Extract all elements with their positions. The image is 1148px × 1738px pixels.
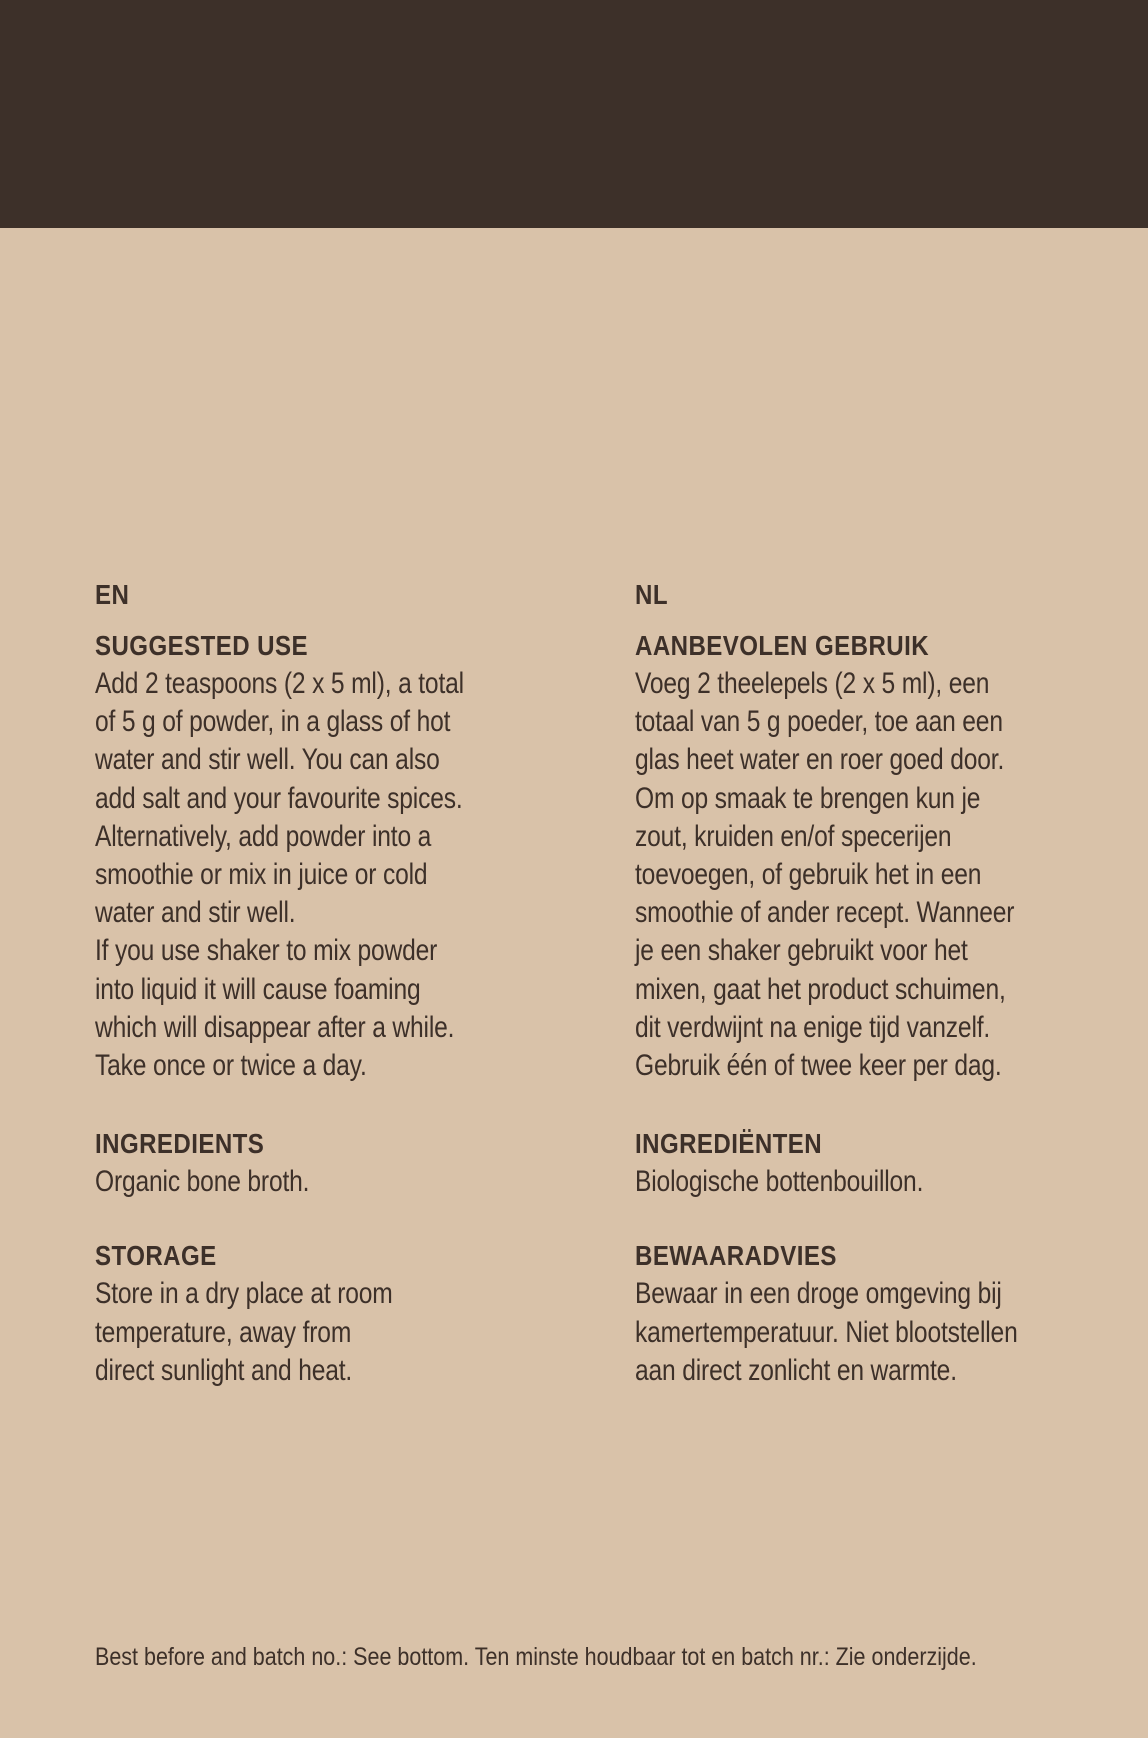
language-code: EN bbox=[95, 579, 130, 610]
text-line: smoothie or mix in juice or cold bbox=[95, 858, 428, 892]
ingredients-section bbox=[635, 1125, 1135, 1201]
text-line: temperature, away from bbox=[95, 1315, 352, 1349]
section-heading: STORAGE bbox=[95, 1240, 217, 1272]
text-line: Store in a dry place at room bbox=[95, 1277, 393, 1311]
top-color-band bbox=[0, 0, 1148, 228]
section-heading: SUGGESTED USE bbox=[95, 630, 308, 661]
section-heading: BEWAARADVIES bbox=[635, 1240, 837, 1272]
text-line: mixen, gaat het product schuimen, bbox=[635, 972, 1006, 1006]
ingredients-section bbox=[95, 1125, 595, 1201]
dutch-column bbox=[635, 575, 1135, 1390]
text-line: dit verdwijnt na enige tijd vanzelf. bbox=[635, 1010, 991, 1044]
text-line: smoothie of ander recept. Wanneer bbox=[635, 896, 1015, 930]
text-line: into liquid it will cause foaming bbox=[95, 972, 421, 1006]
suggested-use-section bbox=[635, 627, 1135, 1085]
suggested-use-section bbox=[95, 627, 595, 1085]
text-line: toevoegen, of gebruik het in een bbox=[635, 858, 982, 892]
text-line: Bewaar in een droge omgeving bij bbox=[635, 1277, 1002, 1311]
section-body bbox=[95, 1163, 587, 1201]
text-line: water and stir well. bbox=[95, 896, 296, 930]
storage-section bbox=[95, 1237, 595, 1390]
text-line: of 5 g of powder, in a glass of hot bbox=[95, 705, 451, 739]
text-line: Om op smaak te brengen kun je bbox=[635, 781, 981, 815]
section-body bbox=[635, 1163, 1127, 1201]
text-line: je een shaker gebruikt voor het bbox=[635, 934, 968, 968]
section-heading: INGREDIËNTEN bbox=[635, 1128, 823, 1160]
text-line: direct sunlight and heat. bbox=[95, 1353, 353, 1387]
text-line: totaal van 5 g poeder, toe aan een bbox=[635, 705, 1003, 739]
section-body bbox=[635, 665, 1127, 1085]
text-line: Gebruik één of twee keer per dag. bbox=[635, 1049, 1002, 1083]
text-line: Organic bone broth. bbox=[95, 1165, 310, 1199]
section-heading: INGREDIENTS bbox=[95, 1128, 265, 1160]
text-line: aan direct zonlicht en warmte. bbox=[635, 1353, 957, 1387]
text-line: Voeg 2 theelepels (2 x 5 ml), een bbox=[635, 667, 990, 700]
text-line: Take once or twice a day. bbox=[95, 1049, 367, 1083]
text-line: which will disappear after a while. bbox=[95, 1010, 455, 1044]
text-line: Biologische bottenbouillon. bbox=[635, 1165, 924, 1199]
english-column bbox=[95, 575, 595, 1390]
text-line: glas heet water en roer goed door. bbox=[635, 743, 1005, 777]
best-before-note: Best before and batch no.: See bottom. Ten minste houdbaar tot en batch nr.: Zie onderzijde. bbox=[95, 1643, 977, 1671]
storage-section bbox=[635, 1237, 1135, 1390]
section-body bbox=[95, 1275, 587, 1390]
text-line: zout, kruiden en/of specerijen bbox=[635, 819, 952, 853]
text-line: If you use shaker to mix powder bbox=[95, 934, 438, 968]
text-line: kamertemperatuur. Niet blootstellen bbox=[635, 1315, 1018, 1349]
section-body bbox=[95, 665, 587, 1085]
language-code: NL bbox=[635, 579, 668, 610]
text-line: water and stir well. You can also bbox=[95, 743, 440, 777]
section-body bbox=[635, 1275, 1127, 1390]
text-line: Add 2 teaspoons (2 x 5 ml), a total bbox=[95, 667, 464, 700]
text-line: add salt and your favourite spices. bbox=[95, 781, 463, 815]
text-line: Alternatively, add powder into a bbox=[95, 819, 432, 853]
section-heading: AANBEVOLEN GEBRUIK bbox=[635, 630, 930, 661]
